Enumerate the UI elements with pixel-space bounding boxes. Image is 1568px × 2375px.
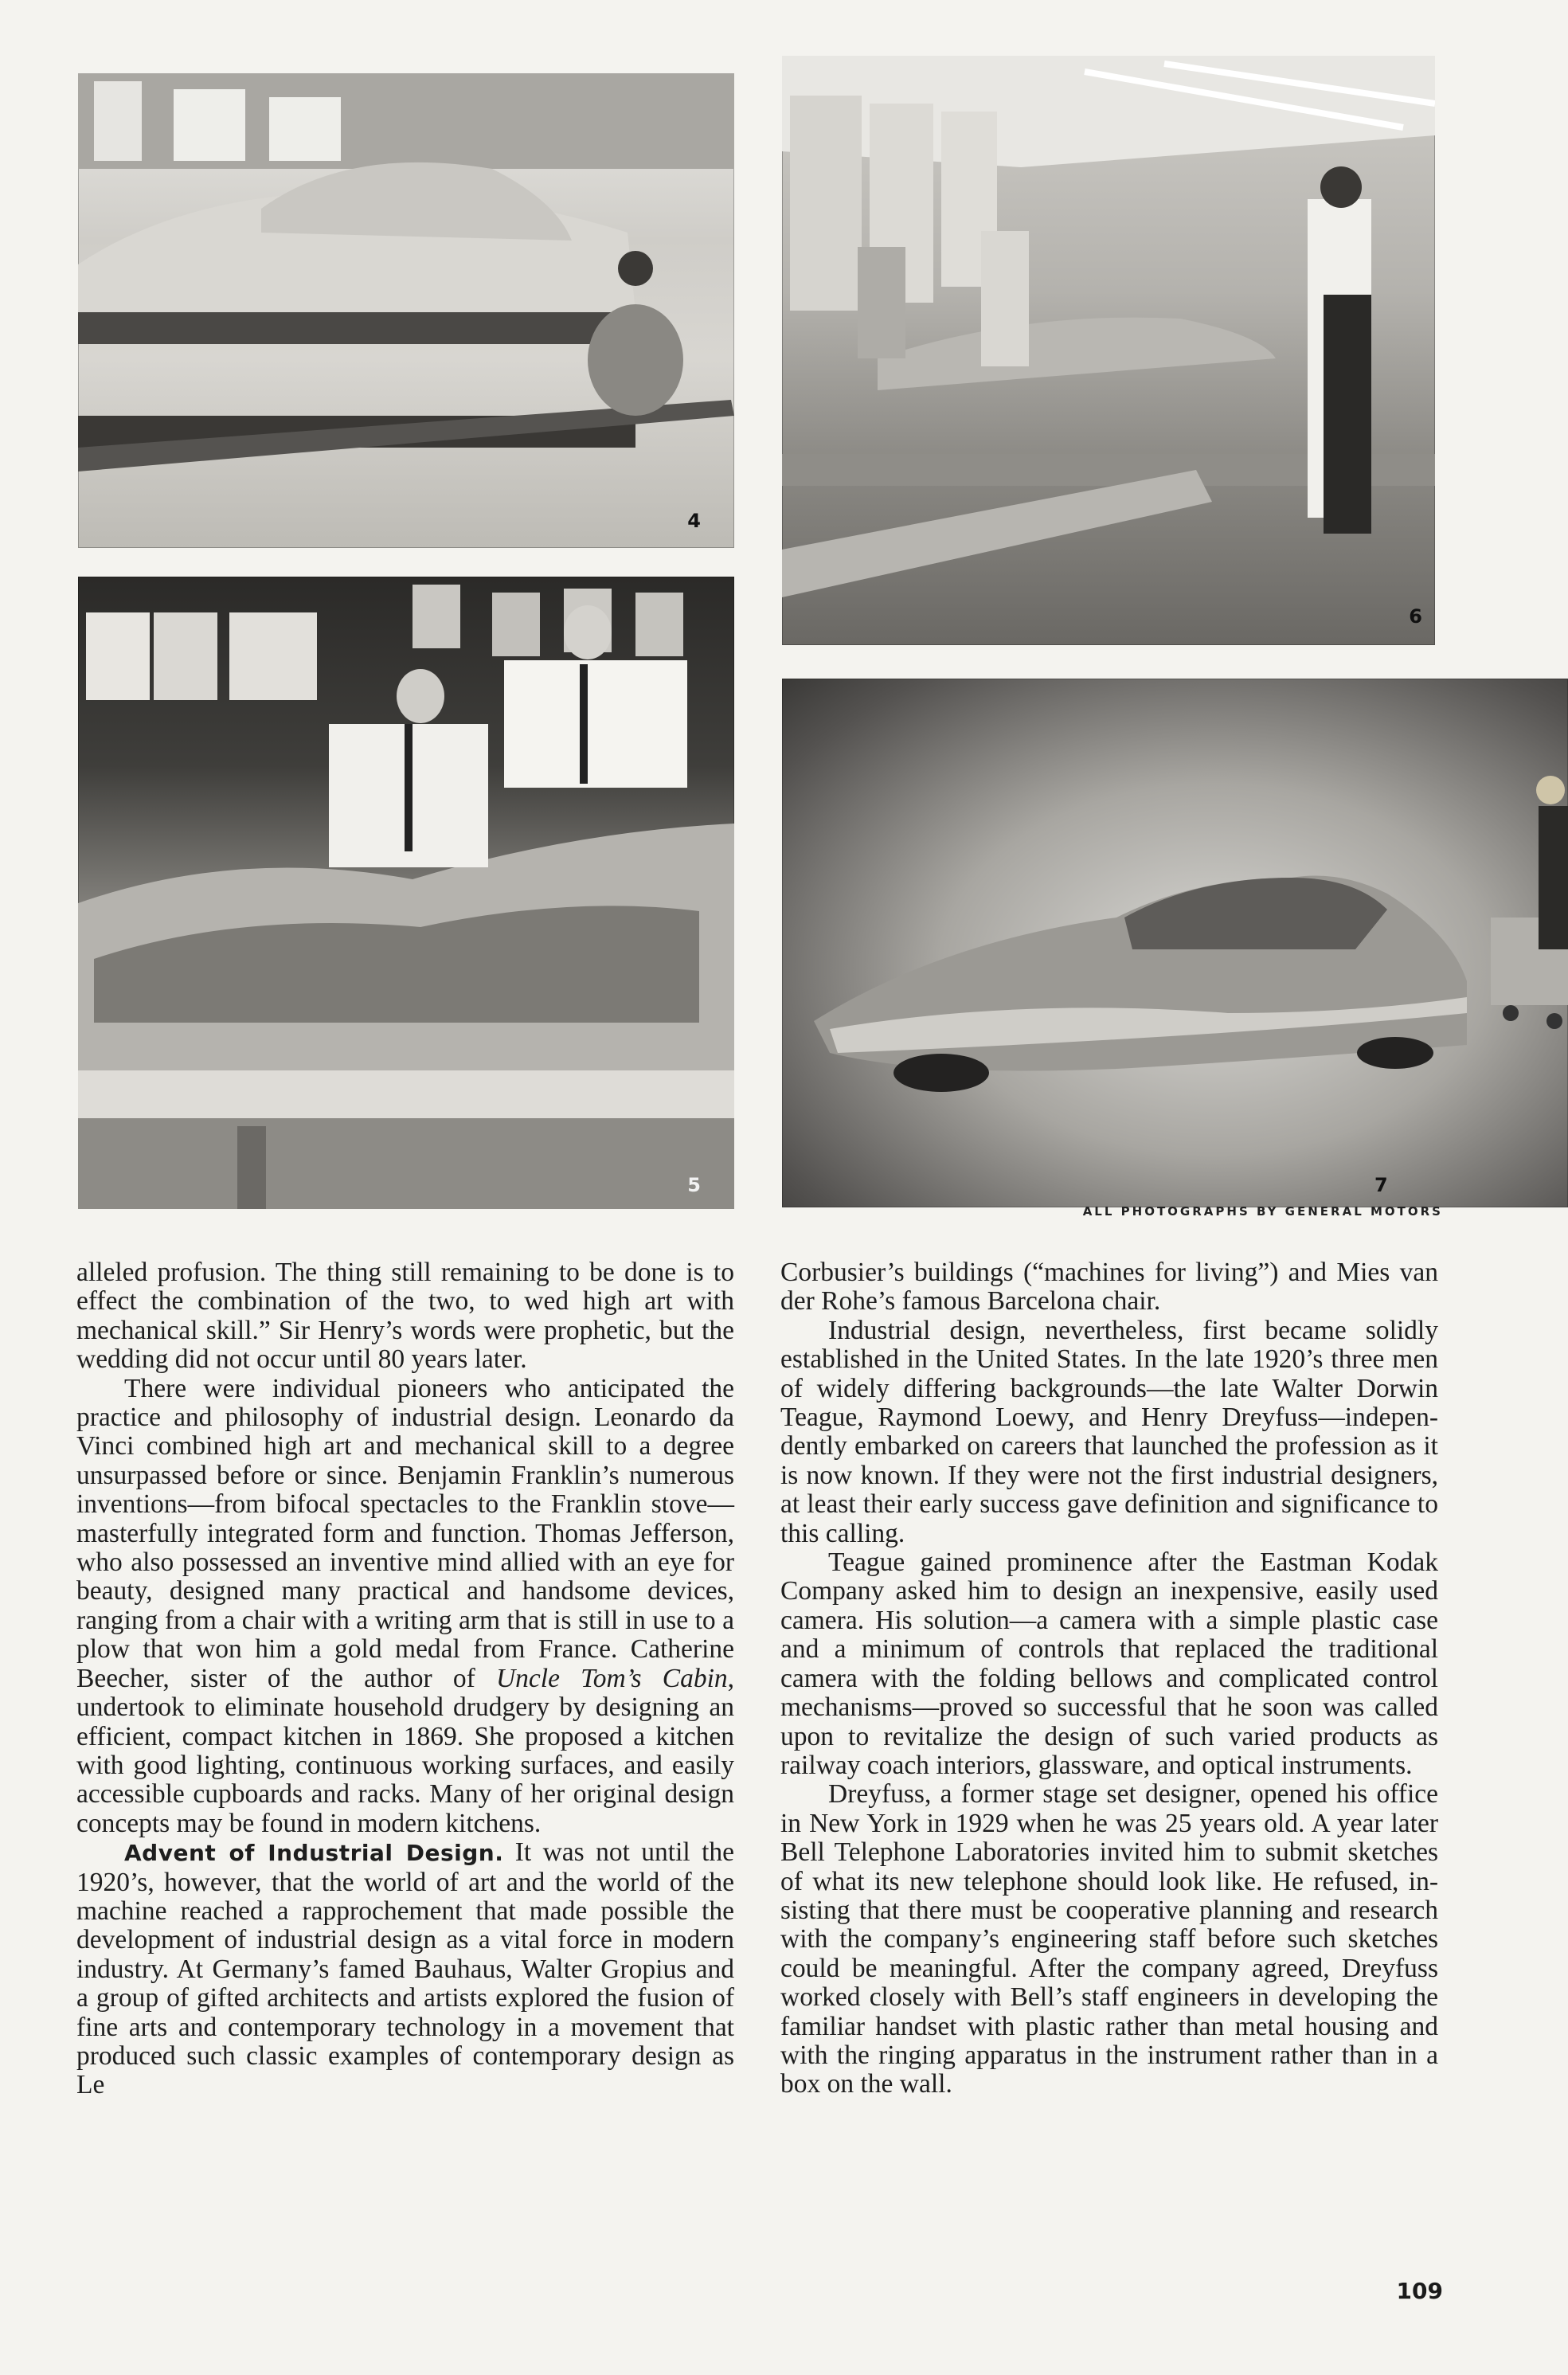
paragraph [76,1375,734,1839]
paragraph [780,1548,1438,1780]
paragraph [76,1258,734,1375]
paragraph-text: Industrial design, nevertheless, first became solidly established in the United States. In the late 1920’s three men of widely differing backgrounds—the late Walter Dorwin Teague, Raymond Loewy, and Henry Dreyfuss—independently embarked on careers that launched the profession as it is now known. If they were not the first industrial designers, at least their early success gave definition and significance to this calling. [780,1315,1438,1548]
photo-6 [782,56,1435,645]
photo-4-number: 4 [687,510,701,532]
paragraph [76,1838,734,2100]
photo-6-number: 6 [1409,605,1422,628]
photo-7-image [782,679,1568,1207]
paragraph-text: It was not until the 1920’s, however, that the world of art and the world of the machine reached a rapprochement that made possible the development of industrial design as a vital force in modern industry. At Germany’s famed Bauhaus, Walter Gropius and a group of gifted architects and artists explored the fusion of fine arts and contemporary technology in a movement that produced such classic examples of contemporary design as Le [76,1837,735,2100]
text-column-left [76,1258,734,2100]
photo-7-number: 7 [1374,1174,1388,1196]
paragraph-text: Corbusier’s buildings (“machines for living”) and Mies van der Rohe’s famous Barcelona chair. [780,1258,1438,1317]
photo-5 [78,577,734,1209]
photo-7 [782,679,1568,1207]
paragraph-text: alleled profusion. The thing still remaining to be done is to effect the combination of the two, to wed high art with mechanical skill.” Sir Henry’s words were prophetic, but the wedding did not occur until 80 years later. [76,1258,734,1375]
paragraph [780,1258,1438,1317]
paragraph [780,1317,1438,1548]
book-title: Uncle Tom’s Cabin [495,1663,728,1693]
text-column-right [780,1258,1438,2099]
photo-5-image [78,577,734,1209]
paragraph-text: There were individual pioneers who anticipated the practice and philosophy of industrial design. Leonardo da Vinci combined high art and mechanical skill to a degree unsurpassed before or since. Benjamin Franklin’s numerous inventions—from bifocal spectacles to the Franklin stove—masterfully integrated form and function. Thomas Jefferson, who also possessed an inventive mind allied with an eye for beauty, designed many practical and handsome devices, ranging from a chair with a writing arm that is still in use to a plow that won him a gold medal from France. Catherine Beecher, sister of the author of [76,1373,734,1693]
paragraph-text: Dreyfuss, a former stage set designer, opened his office in New York in 1929 when he was 25 years old. A year later Bell Telephone Laboratories invited him to submit sketches of what its new telephone should look like. He refused, insisting that there must be cooperative planning and research with the company’s engineering staff before such sketches could be meaningful. After the company agreed, Dreyfuss worked closely with Bell’s staff engineers in developing the familiar handset with plastic rather than metal housing and with the ringing apparatus in the instrument rather than in a box on the wall. [780,1779,1438,2099]
photo-6-image [782,56,1435,645]
paragraph-text: , undertook to eliminate household drudgery by designing an efficient, compact kitchen in 1869. She proposed a kitchen with good lighting, continuous working surfaces, and easily accessible cupboards and racks. Many of her original design concepts may be found in modern kitchens. [76,1663,734,1838]
paragraph-text: Teague gained prominence after the Eastman Kodak Company asked him to design an inexpensive, easily used camera. His solution—a camera with a simple plastic case and a minimum of controls that replaced the traditional camera with the folding bellows and complicated control mechanisms—proved so successful that he soon was called upon to revitalize the design of such varied products as railway coach interiors, glassware, and optical instruments. [780,1547,1438,1780]
photo-4 [78,73,734,548]
section-heading: Advent of Industrial Design. [124,1840,504,1867]
photo-4-image [78,73,734,548]
photo-5-number: 5 [687,1174,701,1196]
page-number: 109 [1396,2278,1443,2304]
paragraph [780,1780,1438,2099]
photo-credit: ALL PHOTOGRAPHS BY GENERAL MOTORS [1082,1204,1443,1219]
